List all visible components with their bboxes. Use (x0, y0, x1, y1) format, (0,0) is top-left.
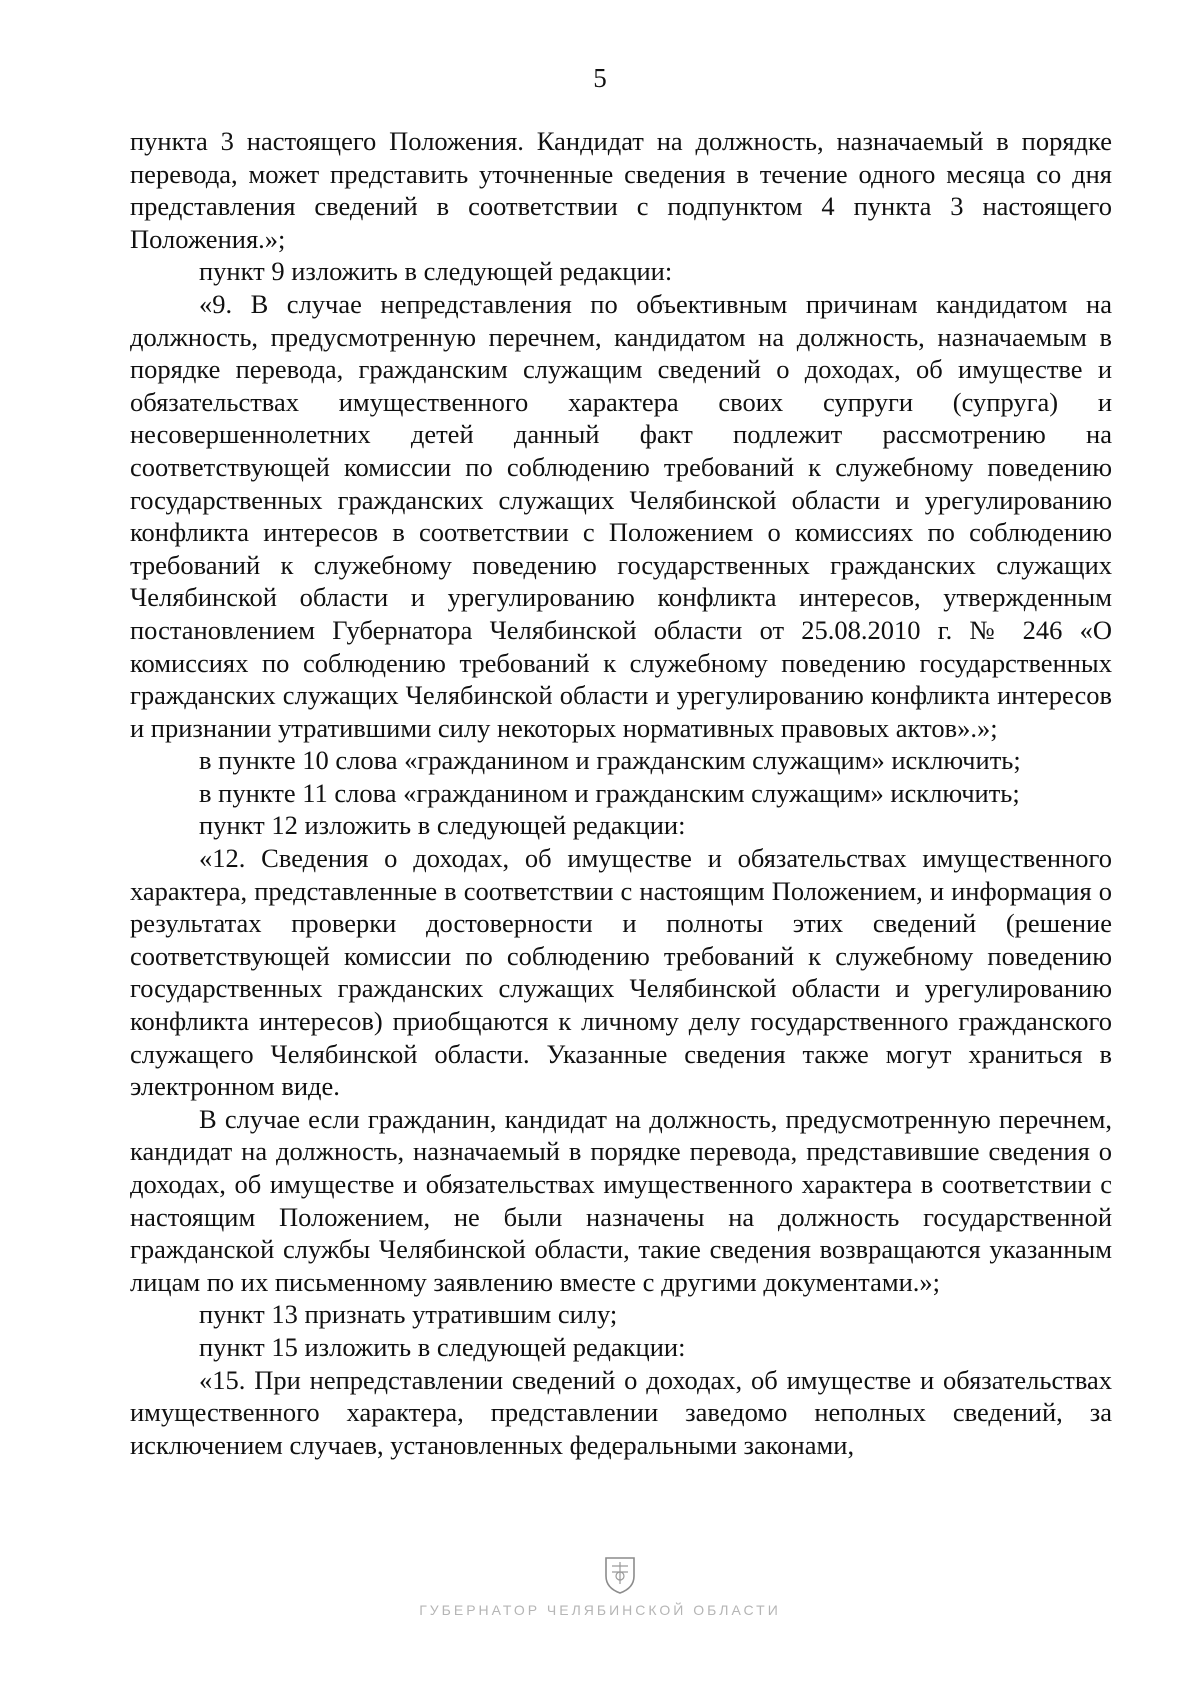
paragraph-7: «12. Сведения о доходах, об имуществе и обязательствах имущественного характера, представленные в соответствии с настоящим Положением, и информация о результатах проверки достоверности и полноты этих сведений (решение соответствующей комиссии по соблюдению требований к служебному поведению государственных гражданских служащих Челябинской области и урегулированию конфликта интересов) приобщаются к личному делу государственного гражданского служащего Челябинской области. Указанные сведения также могут храниться в электронном виде. (130, 843, 1112, 1102)
paragraph-6: пункт 12 изложить в следующей редакции: (199, 810, 686, 841)
paragraph-5: в пункте 11 слова «гражданином и гражданским служащим» исключить; (199, 777, 1020, 808)
paragraph-3: «9. В случае непредставления по объективным причинам кандидатом на должность, предусмотренную перечнем, кандидатом на должность, назначаемым в порядке перевода, гражданским служащим сведений о доходах, об имуществе и обязательствах имущественного характера своих супруги (супруга) и несовершеннолетних детей данный факт подлежит рассмотрению на соответствующей комиссии по соблюдению требований к служебному поведению государственных гражданских служащих Челябинской области и урегулированию конфликта интересов в соответствии с Положением о комиссиях по соблюдению требований к служебному поведению государственных гражданских служащих Челябинской области и урегулированию конфликта интересов, утвержденным постановлением Губернатора Челябинской области от 25.08.2010 г. № 246 «О комиссиях по соблюдению требований к служебному поведению государственных гражданских служащих Челябинской области и урегулированию конфликта интересов и признании утратившими силу некоторых нормативных правовых актов».»; (130, 288, 1112, 743)
paragraph-2: пункт 9 изложить в следующей редакции: (199, 256, 673, 287)
paragraph-10: пункт 15 изложить в следующей редакции: (199, 1331, 686, 1362)
paragraph-1: пункта 3 настоящего Положения. Кандидат на должность, назначаемый в порядке перевода, может представить уточненные сведения в течение одного месяца со дня представления сведений в соответствии с подпунктом 4 пункта 3 настоящего Положения.»; (130, 126, 1112, 254)
coat-of-arms-icon (598, 1552, 642, 1596)
document-body (130, 125, 1112, 1461)
footer-caption: ГУБЕРНАТОР ЧЕЛЯБИНСКОЙ ОБЛАСТИ (419, 1602, 781, 1618)
paragraph-4: в пункте 10 слова «гражданином и гражданским служащим» исключить; (199, 745, 1021, 776)
paragraph-9: пункт 13 признать утратившим силу; (199, 1299, 618, 1330)
paragraph-11: «15. При непредставлении сведений о доходах, об имуществе и обязательствах имущественного характера, представлении заведомо неполных сведений, за исключением случаев, установленных федеральными законами, (130, 1364, 1112, 1460)
paragraph-8: В случае если гражданин, кандидат на должность, предусмотренную перечнем, кандидат на должность, назначаемый в порядке перевода, представившие сведения о доходах, об имуществе и обязательствах имущественного характера в соответствии с настоящим Положением, не были назначены на должность государственной гражданской службы Челябинской области, такие сведения возвращаются указанным лицам по их письменному заявлению вместе с другими документами.»; (130, 1103, 1112, 1297)
page-number: 5 (593, 63, 607, 93)
